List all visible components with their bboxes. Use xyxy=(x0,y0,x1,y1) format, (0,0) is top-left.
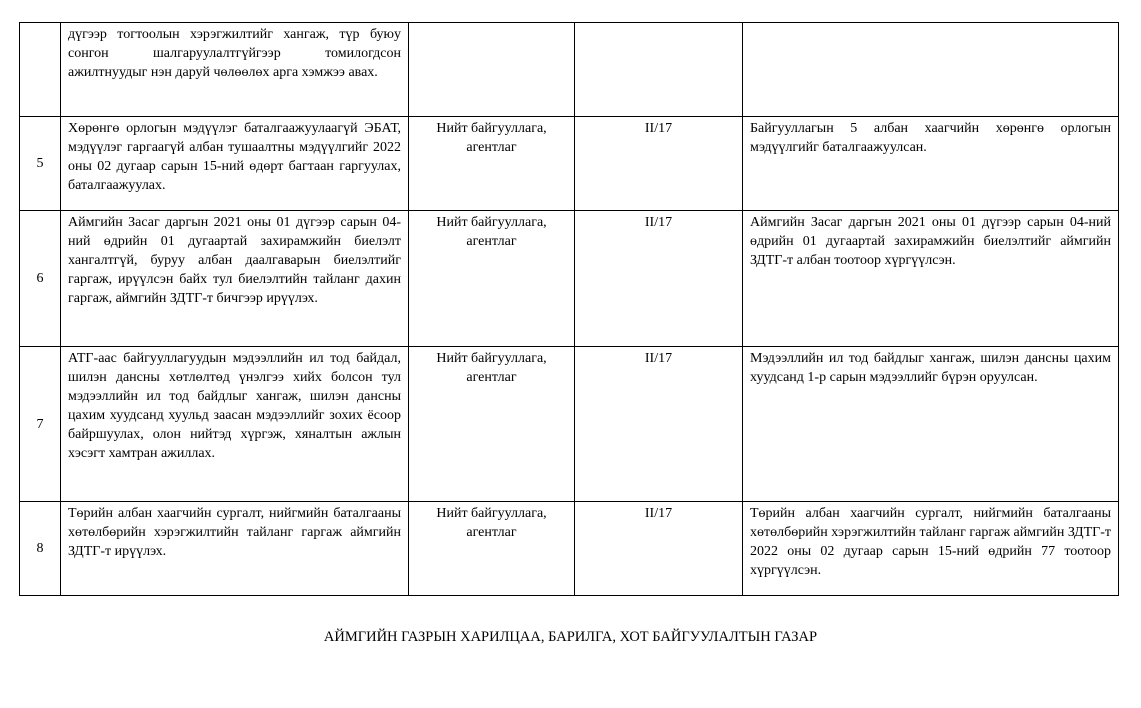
deadline-code-cell: II/17 xyxy=(575,502,743,596)
row-number-cell xyxy=(20,23,61,117)
row-number-cell: 8 xyxy=(20,502,61,596)
result-cell: Аймгийн Засаг даргын 2021 оны 01 дүгээр сарын 04-ний өдрийн 01 дугаартай захирамжийн биелэлтийг аймгийн ЗДТГ-т албан тоотоор хүргүүлсэн. xyxy=(743,211,1119,347)
row-number-cell: 6 xyxy=(20,211,61,347)
table-row xyxy=(20,117,1119,211)
result-cell xyxy=(743,23,1119,117)
table-row xyxy=(20,347,1119,502)
deadline-code-cell: II/17 xyxy=(575,211,743,347)
table-row xyxy=(20,211,1119,347)
responsible-org-cell: Нийт байгууллага, агентлаг xyxy=(409,347,575,502)
report-table xyxy=(19,22,1119,596)
responsible-org-cell: Нийт байгууллага, агентлаг xyxy=(409,211,575,347)
deadline-code-cell: II/17 xyxy=(575,347,743,502)
row-number-cell: 5 xyxy=(20,117,61,211)
task-cell: АТГ-аас байгууллагуудын мэдээллийн ил тод байдал, шилэн дансны хөтлөлтөд үнэлгээ хийх болсон тул мэдээллийн ил тод байдлыг хангаж, шилэн дансны цахим хуудсанд хуульд заасан мэдээллийг зохих ёсоор байршуулах, олон нийтэд хүргэж, хяналтын ажлын хэсэгт хамтран ажиллах. xyxy=(61,347,409,502)
row-number-cell: 7 xyxy=(20,347,61,502)
table-row xyxy=(20,23,1119,117)
deadline-code-cell: II/17 xyxy=(575,117,743,211)
result-cell: Төрийн албан хаагчийн сургалт, нийгмийн баталгааны хөтөлбөрийн хэрэгжилтийн тайланг гаргаж аймгийн ЗДТГ-т 2022 оны 02 дугаар сарын 15-ний өдрийн 77 тоотоор хүргүүлсэн. xyxy=(743,502,1119,596)
task-cell: Төрийн албан хаагчийн сургалт, нийгмийн баталгааны хөтөлбөрийн хэрэгжилтийн тайланг гаргаж аймгийн ЗДТГ-т ирүүлэх. xyxy=(61,502,409,596)
result-cell: Мэдээллийн ил тод байдлыг хангаж, шилэн дансны цахим хуудсанд 1-р сарын мэдээллийг бүрэн оруулсан. xyxy=(743,347,1119,502)
section-title: АЙМГИЙН ГАЗРЫН ХАРИЛЦАА, БАРИЛГА, ХОТ БАЙГУУЛАЛТЫН ГАЗАР xyxy=(323,629,818,645)
responsible-org-cell: Нийт байгууллага, агентлаг xyxy=(409,117,575,211)
responsible-org-cell xyxy=(409,23,575,117)
task-cell: Аймгийн Засаг даргын 2021 оны 01 дүгээр сарын 04-ний өдрийн 01 дугаартай захирамжийн биелэлт хангалтгүй, буруу албан даалгаварын биелэлтийг гаргаж, ирүүлсэн байх тул биелэлтийн тайланг дахин гаргаж, аймгийн ЗДТГ-т бичгээр ирүүлэх. xyxy=(61,211,409,347)
task-cell: дүгээр тогтоолын хэрэгжилтийг хангаж, түр буюу сонгон шалгаруулалтгүйгээр томилогдсон ажилтнуудыг нэн даруй чөлөөлөх арга хэмжээ авах. xyxy=(61,23,409,117)
result-cell: Байгууллагын 5 албан хаагчийн хөрөнгө орлогын мэдүүлгийг баталгаажуулсан. xyxy=(743,117,1119,211)
table-row xyxy=(20,502,1119,596)
task-cell: Хөрөнгө орлогын мэдүүлэг баталгаажуулаагүй ЭБАТ, мэдүүлэг гаргаагүй албан тушаалтны мэдүүлгийг 2022 оны 02 дугаар сарын 15-ний өдөрт багтаан гаргуулах, баталгаажуулах. xyxy=(61,117,409,211)
responsible-org-cell: Нийт байгууллага, агентлаг xyxy=(409,502,575,596)
deadline-code-cell xyxy=(575,23,743,117)
